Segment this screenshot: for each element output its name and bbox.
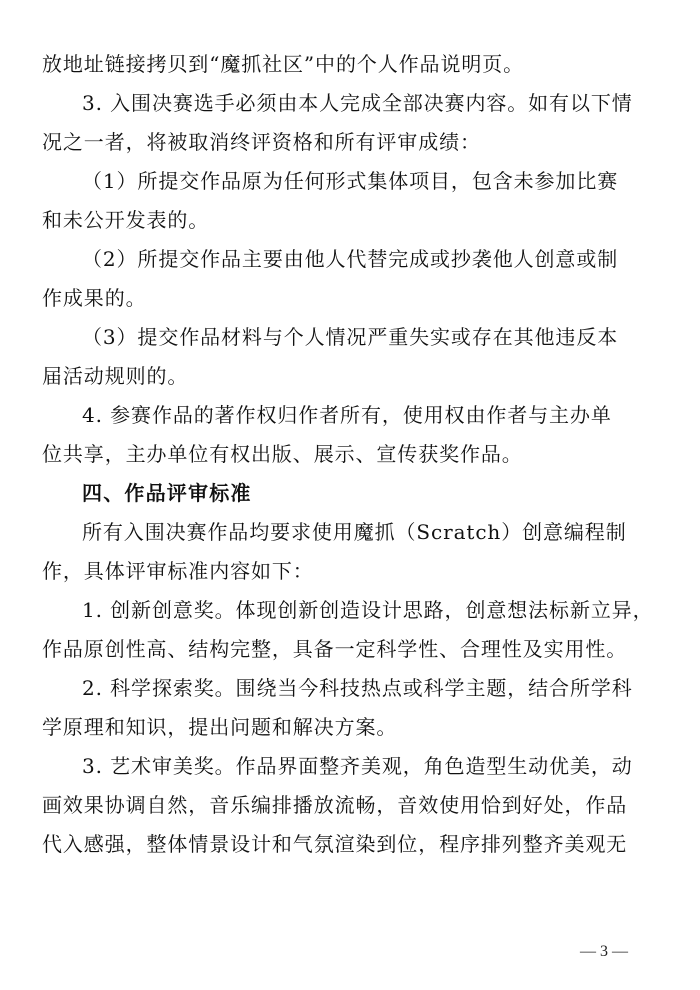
- paragraph-line: 画效果协调自然，音乐编排播放流畅，音效使用恰到好处，作品: [42, 793, 628, 817]
- paragraph-line: 学原理和知识，提出问题和解决方案。: [42, 715, 398, 739]
- paragraph-line: 2. 科学探索奖。围绕当今科技热点或科学主题，结合所学科: [82, 676, 633, 700]
- paragraph-line: 届活动规则的。: [42, 364, 189, 388]
- page-number: — 3 —: [580, 943, 628, 960]
- paragraph-line: 位共享，主办单位有权出版、展示、宣传获奖作品。: [42, 442, 523, 466]
- paragraph-line: 代入感强，整体情景设计和气氛渲染到位，程序排列整齐美观无: [42, 832, 628, 856]
- paragraph-line: （1）所提交作品原为任何形式集体项目，包含未参加比赛: [82, 169, 619, 193]
- paragraph-line: 放地址链接拷贝到“魔抓社区”中的个人作品说明页。: [42, 52, 525, 76]
- paragraph-line: 所有入围决赛作品均要求使用魔抓（Scratch）创意编程制: [82, 520, 627, 544]
- paragraph-line: 1. 创新创意奖。体现创新创造设计思路，创意想法标新立异，: [82, 598, 654, 622]
- body-text: [42, 52, 658, 871]
- paragraph-line: 3. 艺术审美奖。作品界面整齐美观，角色造型生动优美，动: [82, 754, 633, 778]
- section-heading: 四、作品评审标准: [82, 481, 252, 505]
- paragraph-line: 作，具体评审标准内容如下：: [42, 559, 314, 583]
- paragraph-line: 作成果的。: [42, 286, 147, 310]
- paragraph-line: 4. 参赛作品的著作权归作者所有，使用权由作者与主办单: [82, 403, 612, 427]
- paragraph-line: （2）所提交作品主要由他人代替完成或抄袭他人创意或制: [82, 247, 619, 271]
- paragraph-line: 况之一者，将被取消终评资格和所有评审成绩：: [42, 130, 481, 154]
- paragraph-line: 3. 入围决赛选手必须由本人完成全部决赛内容。如有以下情: [82, 91, 633, 115]
- paragraph-line: 和未公开发表的。: [42, 208, 210, 232]
- paragraph-line: （3）提交作品材料与个人情况严重失实或存在其他违反本: [82, 325, 619, 349]
- paragraph-line: 作品原创性高、结构完整，具备一定科学性、合理性及实用性。: [42, 637, 628, 661]
